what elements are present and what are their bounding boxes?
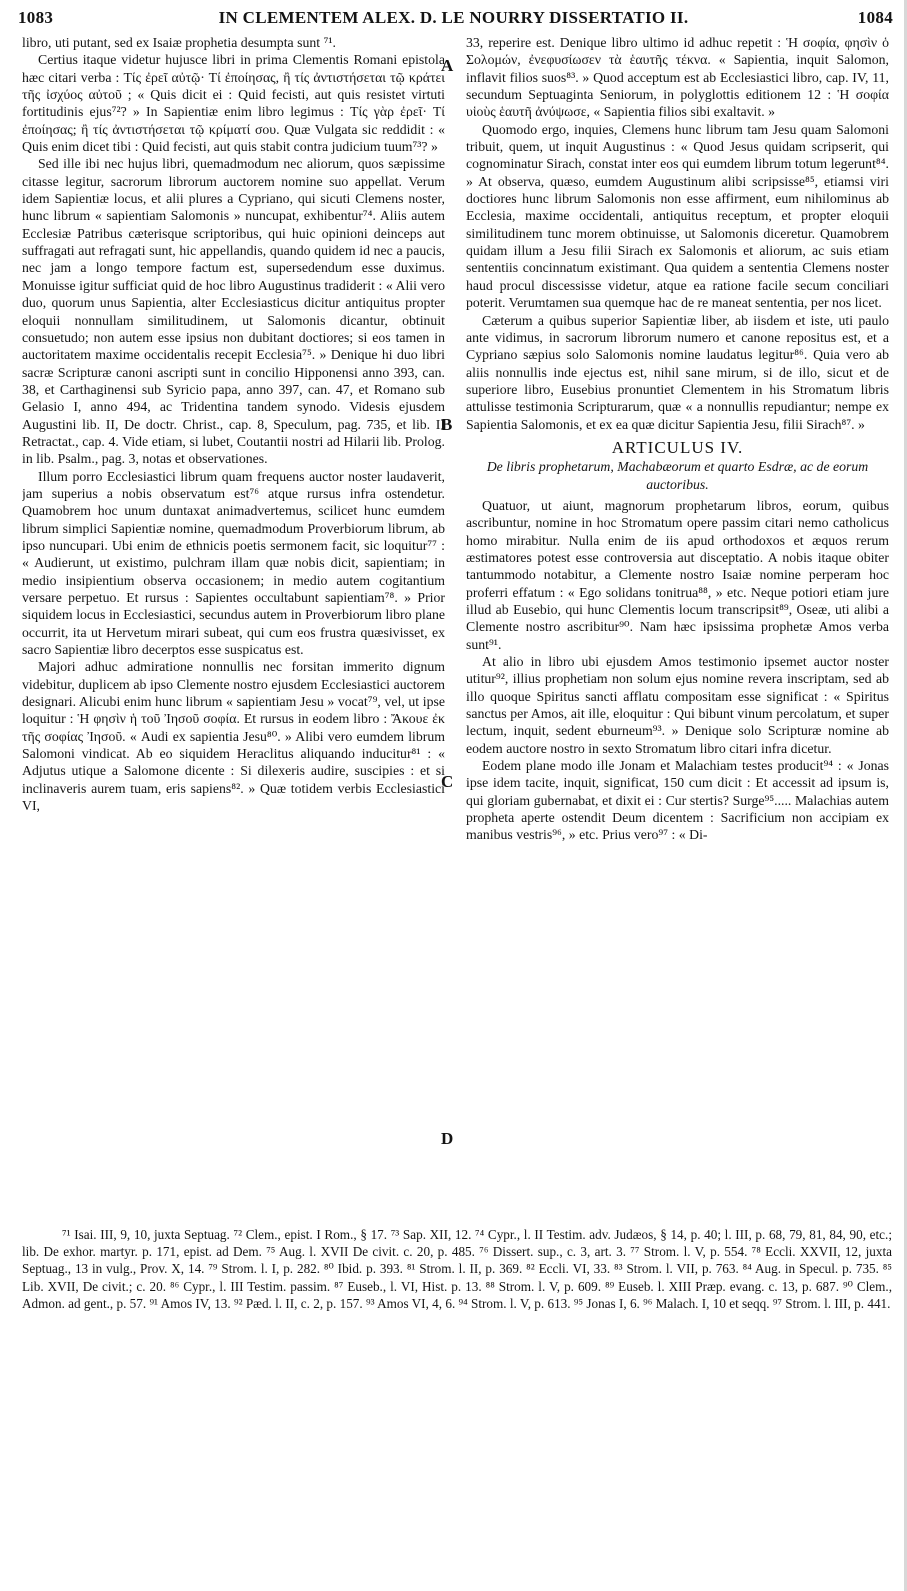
- left-paragraph-1: libro, uti putant, sed ex Isaiæ prophetia desumpta sunt ⁷¹.: [22, 35, 336, 50]
- right-page-number: 1084: [857, 8, 893, 27]
- margin-marker-c: C: [441, 772, 454, 791]
- left-page-number: 1083: [18, 8, 54, 27]
- margin-marker-a: A: [441, 56, 454, 75]
- running-title: IN CLEMENTEM ALEX. D. LE NOURRY DISSERTATIO II.: [218, 8, 689, 27]
- right-paragraph-2: Quomodo ergo, inquies, Clemens hunc librum tam Jesu quam Salomoni tribuit, quem, ut inquit Augustinus : « Quod Jesus quidam scripserit, qui cognominatur Sirach, constat inter eos qui eumdem librum totum legerunt⁸⁴. » At observa, quæso, eumdem Augustinum alibi scripsisse⁸⁵, etiamsi viri doctiores hunc librum Salomonis non esse affirment, eum nihilominus ab Ecclesia, maxime occidentali, antiquitus receptum, et propter eloquii similitudinem tunc morem obtinuisse, ut Salomonis diceretur. Quamobrem quidam illum a Jesu filii Sirach ex Salomonis et aliorum, ac suis etiam sententiis concinnatum existimant. Qua quidem a sententia Clemens noster haud procul discessisse videtur, atque ea ratione facile secum conciliari poterit. Verumtamen sua quemque hac de re maneat sententia, per nos licet.: [466, 121, 889, 311]
- article-subtitle: De libris prophetarum, Machabæorum et quarto Esdræ, ac de eorum auctoribus.: [486, 459, 869, 492]
- footnotes-text: ⁷¹ Isai. III, 9, 10, juxta Septuag. ⁷² Clem., epist. I Rom., § 17. ⁷³ Sap. XII, 12. ⁷⁴ Cypr., l. II Testim. adv. Judæos, § 14, p. 40; l. III, p. 68, 79, 81, 84, 90, etc.; lib. De exhor. martyr. p. 171, epist. ad Dem. ⁷⁵ Aug. l. XVII De civit. c. 20, p. 485. ⁷⁶ Dissert. sup., c. 3, art. 3. ⁷⁷ Strom. l. V, p. 554. ⁷⁸ Eccli. XXVII, 12, juxta Septuag., 13 in vulg., Prov. X, 14. ⁷⁹ Strom. l. I, p. 282. ⁸⁰ Ibid. p. 393. ⁸¹ Strom. l. II, p. 369. ⁸² Eccli. VI, 33. ⁸³ Strom. l. VII, p. 763. ⁸⁴ Aug. in Specul. p. 735. ⁸⁵ Lib. XVII, De civit.; c. 20. ⁸⁶ Cypr., l. III Testim. passim. ⁸⁷ Euseb., l. VI, Hist. p. 13. ⁸⁸ Strom. l. V, p. 609. ⁸⁹ Euseb. l. XIII Præp. evang. c. 13, p. 687. ⁹⁰ Clem., Admon. ad gent., p. 57. ⁹¹ Amos IV, 13. ⁹² Pæd. l. II, c. 2, p. 157. ⁹³ Amos VI, 4, 6. ⁹⁴ Strom. l. V, p. 613. ⁹⁵ Jonas I, 6. ⁹⁶ Malach. I, 10 et seqq. ⁹⁷ Strom. l. III, p. 441.: [22, 1227, 892, 1311]
- left-paragraph-3: Sed ille ibi nec hujus libri, quemadmodum nec aliorum, quos sæpissime citasse legitur, sacrorum librorum auctorem nomine suo appellat. Verum idem Sapientiæ locus, et alii plures a Cypriano, qui sicuti Clemens noster, hunc librum « sapientiam Salomonis » nuncupat, exhibentur⁷⁴. Aliis autem Ecclesiæ Patribus cæterisque scriptoribus, qui huic opinioni deinceps aut suffragati aut refragati sunt, hic appellandis, quando quidem id nec a paucis, nec jam a longo tempore factum est, supersedendum esse duximus. Monuisse igitur sufficiat quid de hoc libro Augustinus tradiderit : « Alii vero duo, quorum unus Sapientia, alter Ecclesiasticus dicitur antiquitus propter eloquii nonnullam similitudinem, ut Salomonis dicantur, obtinuit consuetudo; non autem esse ipsius non dubitant doctiores; si eos tamen in auctoritatem maxime occidentalis recepit Ecclesia⁷⁵. » Denique hi duo libri sacræ Scripturæ canoni ascripti sunt in concilio Hipponensi anno 393, can. 38, et Carthaginensi sub Syricio papa, anno 397, can. 47, et Romano sub Gelasio I, anno 494, ac Tridentina tandem synodo. Videsis ejusdem Augustini lib. II, De doctr. Christ., cap. 8, Speculum, pag. 735, et lib. II Retractat., cap. 4. Vide etiam, si lubet, Coutantii nostri ad Hilarii lib. Prolog. in lib. Psalm., pag. 3, notas et observationes.: [22, 156, 445, 467]
- left-paragraph-2: Certius itaque videtur hujusce libri in prima Clementis Romani epistola hæc citari verba : Τίς ἐρεῖ αὐτῷ· Τί ἐποίησας, ἢ τίς ἀντιστήσεται τῷ κράτει τῆς ἰσχύος αὐτοῦ ; « Quis dicit ei : Quid fecisti, aut quis resistet virtuti fortitudinis ejus⁷²? » In Sapientiæ enim libro legimus : Τίς γὰρ ἐρεῖ· Τί ἐποίησας; ἢ τίς ἀντιστήσεται τῷ κρίματί σου. Quæ Vulgata sic reddidit : « Quis enim dicet tibi : Quid fecisti, aut quis stabit contra judicium tuum⁷³? »: [22, 52, 445, 155]
- right-column: [466, 34, 889, 1218]
- right-paragraph-6: Eodem plane modo ille Jonam et Malachiam testes producit⁹⁴ : « Jonas ipse idem tacite, inquit, significat, 150 cum dicit : Et accessit ad ipsum is, qui gloriam gubernabat, et dixit ei : Cur stertis? Surge⁹⁵..... Malachias autem propheta aperte ostendit Deum dicentem : Sacrificium non accipiam ex manibus vestris⁹⁶, » etc. Prius vero⁹⁷ : « Di-: [466, 758, 889, 843]
- left-paragraph-5: Majori adhuc admiratione nonnullis nec forsitan immerito dignum videbitur, duplicem ab ipso Clemente nostro ejusdem Ecclesiastici auctorem designari. Alicubi enim hunc librum « sapientiam Jesu » vocat⁷⁹, vel, ut ipse loquitur : Ἡ φησὶν ἡ τοῦ Ἰησοῦ σοφία. Et rursus in eodem libro : Ἄκουε ἐκ τῆς σοφίας Ἰησοῦ. « Audi ex sapientia Jesu⁸⁰. » Alibi vero eumdem librum Salomoni vindicat. Ab eo siquidem Heraclitus aliquando inducitur⁸¹ : « Adjutus utique a Salomone dicente : Si dilexeris audire, suscipies : et si inclinaveris aurem tuam, eris sapiens⁸². » Quæ totidem verbis Ecclesiastici VI,: [22, 659, 445, 814]
- article-title: ARTICULUS IV.: [611, 437, 744, 457]
- margin-marker-b: B: [441, 415, 453, 434]
- right-paragraph-5: At alio in libro ubi ejusdem Amos testimonio ipsemet auctor noster utitur⁹², illius prophetiam non solum ejus nomine revera inscriptam, sed ab illo quoque Spiritus sancti afflatu compositam esse significat : « Spiritus sanctus per Amos, ait ille, eloquitur : Qui bibunt vinum percolatum, et super lectum, inquit, sedent eburneum⁹³. » Denique solo Scripturæ nomine ab eodem auctore nostro in sexto Stromatum libro citari infra dicetur.: [466, 654, 889, 756]
- right-paragraph-3: Cæterum a quibus superior Sapientiæ liber, ab iisdem et iste, uti paulo ante vidimus, in sacrorum librorum numero et canone repositus est, et a Cypriano sæpius solo Salomonis nomine laudatus legitur⁸⁶. Quia vero ab aliis nonnullis inde ejectus est, nihil sane mirum, si de illo, sicut et de superiore libro, Eusebius pronuntiet Clementem in his Stromatum libris attulisse testimonia Scripturarum, quæ « a nonnullis repudiantur; nempe ex Sapientia Salomonis, et ex ea quæ dicitur Sapientia Jesu, filii Sirach⁸⁷. »: [466, 312, 889, 432]
- left-paragraph-4: Illum porro Ecclesiastici librum quam frequens auctor noster laudaverit, jam superius a nobis observatum est⁷⁶ atque rursus infra ostendetur. Quamobrem hoc unum duntaxat animadvertemus, scilicet hunc eumdem librum simplici Sapientiæ nomine, quemadmodum Proverbiorum librum, ab ipso nuncupari. Ubi enim de ethnicis poetis sermonem facit, sic loquitur⁷⁷ : « Audierunt, ut existimo, pulchram illam quæ nobis dicit, sapientiam; in medio insipientium observa occasionem; in medio autem cogitantium versare perpetuo. Et rursus : Sapientes occultabunt sapientiam⁷⁸. » Prior siquidem locus in Ecclesiastici, secundus autem in Proverbiorum libro plane occurrit, ita ut Hervetum mirari subeat, qui cum eos frustra quæsivisset, ex sacro Sapientiæ libro decerptos esse suspicatus est.: [22, 468, 445, 658]
- margin-marker-d: D: [441, 1129, 454, 1148]
- right-paragraph-1: 33, reperire est. Denique libro ultimo id adhuc repetit : Ἡ σοφία, φησὶν ὁ Σολομών, ἐνεφυσίωσεν τὰ ἑαυτῆς τέκνα. « Sapientia, inquit Salomon, inflavit filios suos⁸³. » Quod acceptum est ab Ecclesiastici libro, cap. IV, 11, secundum Septuaginta Seniorum, in polyglottis editionem 12 : Ἡ σοφία υἱοὺς ἑαυτῆ ἀνύψωσε, « Sapientia filios sibi exaltavit. »: [466, 35, 889, 120]
- footnotes: [22, 1226, 892, 1312]
- right-paragraph-4: Quatuor, ut aiunt, magnorum prophetarum libros, eorum, quibus ascribuntur, nomine in hoc Stromatum opere passim citari nemo catholicus homo mirabitur. Nulla enim de iis apud orthodoxos et æquos rerum æstimatores potest esse controversia aut disceptatio. A nobis itaque obiter tantummodo notabitur, a Clemente nostro Isaiæ nomine perperam hoc proferri effatum : « Ego solidans tonitrua⁸⁸, » etc. Neque potiori etiam jure illud ab Eusebio, qui hunc Clementis locum transcripsit⁸⁹, Oseæ, uti alibi a Clemente nostro ascribitur⁹⁰. Nam hæc ipsissima prophetæ Amos verba sunt⁹¹.: [466, 497, 889, 652]
- left-column: [22, 34, 445, 1218]
